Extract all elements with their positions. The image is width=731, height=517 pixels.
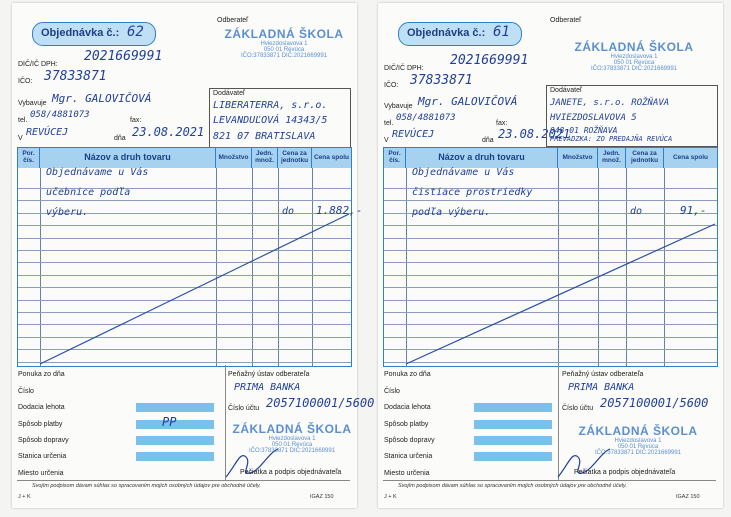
signature xyxy=(222,443,282,483)
number-label: Číslo xyxy=(384,388,400,395)
col-total: Cena spolu xyxy=(672,153,709,161)
supplier-box xyxy=(546,85,718,147)
col-total: Cena spolu xyxy=(313,153,350,161)
tel-label: tel. xyxy=(18,117,28,124)
item-qty: do xyxy=(282,206,295,217)
dic-label: DIČ/IČ DPH: xyxy=(384,65,424,72)
dic-label: DIČ/IČ DPH: xyxy=(18,61,58,68)
supplier-line-4: PREVÁDZKA: ZO PREDAJŇA REVÚCA xyxy=(550,135,673,143)
place-value: REVÚCEJ xyxy=(26,127,69,138)
destination-label: Miesto určenia xyxy=(384,470,430,477)
date-label: dňa xyxy=(114,135,126,142)
tel-value: 058/4881073 xyxy=(396,113,456,123)
tel-label: tel. xyxy=(384,120,394,127)
delivery-label: Dodacia lehota xyxy=(18,404,65,411)
stamp-ids: IČO:37833871 DIČ:2021669991 xyxy=(594,450,682,457)
col-unit: Jedn. množ. xyxy=(598,148,626,168)
footer-left: J + K xyxy=(18,494,31,500)
stamp-ids: IČO:37833871 DIČ:2021669991 xyxy=(248,448,336,455)
dic-value: 2021669991 xyxy=(450,53,529,68)
destination-label: Miesto určenia xyxy=(18,470,64,477)
station-label: Stanica určenia xyxy=(18,453,67,460)
order-number-box xyxy=(398,22,522,46)
account-label: Číslo účtu xyxy=(228,405,260,412)
ico-label: IČO: xyxy=(18,78,33,85)
bank-value: PRIMA BANKA xyxy=(234,382,301,393)
stamp-city: 050 01 Revúca xyxy=(613,59,655,66)
dic-value: 2021669991 xyxy=(84,49,163,64)
stamp-name: ZÁKLADNÁ ŠKOLA xyxy=(224,27,344,41)
account-value: 2057100001/5600 xyxy=(600,396,709,410)
footer-right: IGAZ 150 xyxy=(676,494,700,500)
stamp-ids: IČO:37833871 DIČ:2021669991 xyxy=(240,53,328,60)
item-line-3: podľa výberu. xyxy=(412,207,491,218)
payment-label: Spôsob platby xyxy=(18,421,63,428)
issued-by-label: Vybavuje xyxy=(384,103,413,110)
supplier-line-3: 821 07 BRATISLAVA xyxy=(213,131,316,142)
station-label: Stanica určenia xyxy=(384,453,433,460)
ico-label: IČO: xyxy=(384,82,399,89)
date-label: dňa xyxy=(482,137,494,144)
footer-left: J + K xyxy=(384,494,397,500)
station-field xyxy=(136,452,214,461)
item-total: 1.882,- xyxy=(316,204,363,217)
issued-by-label: Vybavuje xyxy=(18,100,47,107)
bank-value: PRIMA BANKA xyxy=(568,382,635,393)
item-line-2: čistiace prostriedky xyxy=(412,187,533,198)
offer-label: Ponuka zo dňa xyxy=(384,371,431,378)
ico-value: 37833871 xyxy=(44,69,107,84)
supplier-line-3: 048 01 ROŽŇAVA xyxy=(550,126,618,135)
stamp-name: ZÁKLADNÁ ŠKOLA xyxy=(574,40,694,54)
order-form-62 xyxy=(12,3,375,508)
delivery-field xyxy=(136,403,214,412)
order-number-box xyxy=(32,22,156,46)
order-number-label: Objednávka č.: xyxy=(41,27,120,39)
col-no: Por. čís. xyxy=(18,148,40,168)
order-number: 62 xyxy=(127,24,144,40)
place-value: REVÚCEJ xyxy=(392,129,435,140)
stamp-street: Hviezdoslavova 1 xyxy=(260,40,308,47)
delivery-label: Dodacia lehota xyxy=(384,404,431,411)
sign-label: Pečiatka a podpis objednávateľa xyxy=(240,469,342,476)
supplier-label: Dodávateľ xyxy=(550,87,583,94)
items-table-header xyxy=(18,148,351,168)
fax-label: fax: xyxy=(130,117,142,124)
transport-field xyxy=(136,436,214,445)
supplier-line-1: JANETE, s.r.o. ROŽŇAVA xyxy=(550,98,670,108)
transport-label: Spôsob dopravy xyxy=(18,437,69,444)
school-stamp-top xyxy=(574,41,694,72)
item-line-1: Objednávame u Vás xyxy=(46,167,149,178)
account-value: 2057100001/5600 xyxy=(266,396,375,410)
place-label: V xyxy=(384,137,389,144)
fax-label: fax: xyxy=(496,120,508,127)
issued-by-value: Mgr. GALOVIČOVÁ xyxy=(52,92,152,105)
item-line-3: výberu. xyxy=(46,207,89,218)
stamp-city: 050 01 Revúca xyxy=(617,443,659,450)
stamp-city: 050 01 Revúca xyxy=(271,441,313,448)
stamp-city: 050 01 Revúca xyxy=(263,46,305,53)
payment-value: PP xyxy=(162,415,177,429)
col-no: Por. čís. xyxy=(384,148,406,168)
col-price: Cena za jednotku xyxy=(278,148,312,168)
footer-right: IGAZ 150 xyxy=(310,494,334,500)
station-field xyxy=(474,452,552,461)
order-number: 61 xyxy=(493,24,510,40)
customer-label: Odberateľ xyxy=(550,17,582,24)
issued-by-value: Mgr. GALOVIČOVÁ xyxy=(418,95,518,108)
school-stamp-top xyxy=(224,28,344,59)
consent-text: Svojím podpisom dávam súhlas so spracovaním mojich osobných údajov pre obchodné účely. xyxy=(32,483,261,489)
stamp-name: ZÁKLADNÁ ŠKOLA xyxy=(578,424,698,438)
customer-label: Odberateľ xyxy=(217,17,249,24)
col-unit: Jedn. množ. xyxy=(252,148,278,168)
items-table xyxy=(383,147,718,367)
number-label: Číslo xyxy=(18,388,34,395)
order-number-label: Objednávka č.: xyxy=(407,27,486,39)
item-line-2: učebnice podľa xyxy=(46,187,131,198)
supplier-line-2: HVIEZDOSLAVOVA 5 xyxy=(550,113,637,123)
supplier-label: Dodávateľ xyxy=(213,90,246,97)
col-name: Názov a druh tovaru xyxy=(40,148,216,168)
order-form-61 xyxy=(378,3,723,508)
item-total: 91,- xyxy=(680,204,707,217)
transport-field xyxy=(474,436,552,445)
stamp-street: Hviezdoslavova 1 xyxy=(268,435,316,442)
place-label: V xyxy=(18,135,23,142)
item-line-1: Objednávame u Vás xyxy=(412,167,515,178)
items-table xyxy=(17,147,363,367)
payment-field xyxy=(474,420,552,429)
stamp-name: ZÁKLADNÁ ŠKOLA xyxy=(232,422,352,436)
stamp-street: Hviezdoslavova 1 xyxy=(610,53,658,60)
sign-label: Pečiatka a podpis objednávateľa xyxy=(574,469,676,476)
tel-value: 058/4881073 xyxy=(30,110,90,120)
account-label: Číslo účtu xyxy=(562,405,594,412)
items-table-header xyxy=(384,148,717,168)
signature xyxy=(554,443,614,483)
delivery-field xyxy=(474,403,552,412)
date-value: 23.08.2021 xyxy=(498,127,571,141)
supplier-box xyxy=(209,88,351,148)
stamp-street: Hviezdoslavova 1 xyxy=(614,437,662,444)
col-qty: Množstvo xyxy=(216,148,252,168)
item-qty: do xyxy=(630,206,643,217)
ico-value: 37833871 xyxy=(410,73,473,88)
transport-label: Spôsob dopravy xyxy=(384,437,435,444)
col-price: Cena za jednotku xyxy=(626,148,664,168)
date-value: 23.08.2021 xyxy=(132,125,205,139)
supplier-line-2: LEVANDUĽOVÁ 14343/5 xyxy=(213,115,328,126)
offer-label: Ponuka zo dňa xyxy=(18,371,65,378)
payment-label: Spôsob platby xyxy=(384,421,429,428)
col-qty: Množstvo xyxy=(558,148,598,168)
bank-label: Peňažný ústav odberateľa xyxy=(228,371,310,378)
supplier-line-1: LIBERATERRA, s.r.o. xyxy=(213,100,328,111)
bank-label: Peňažný ústav odberateľa xyxy=(562,371,644,378)
col-name: Názov a druh tovaru xyxy=(406,148,558,168)
stamp-ids: IČO:37833871 DIČ:2021669991 xyxy=(590,66,678,73)
consent-text: Svojím podpisom dávam súhlas so spracovaním mojich osobných údajov pre obchodné účely. xyxy=(398,483,627,489)
